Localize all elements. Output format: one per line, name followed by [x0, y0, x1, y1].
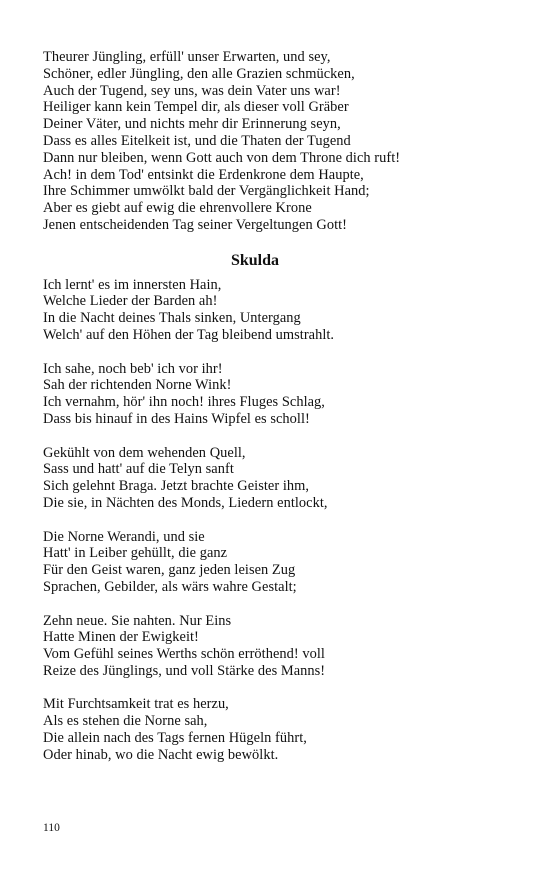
verse-line: Dass bis hinauf in des Hains Wipfel es scholl! — [43, 410, 310, 427]
verse-line: Hatte Minen der Ewigkeit! — [43, 629, 199, 646]
poem-stanza-2 — [43, 361, 513, 428]
verse-line: Ach! in dem Tod' entsinkt die Erdenkrone dem Haupte, — [43, 166, 364, 183]
verse-line: Ihre Schimmer umwölkt bald der Vergänglichkeit Hand; — [43, 183, 370, 200]
verse-line: Die sie, in Nächten des Monds, Liedern entlockt, — [43, 494, 328, 511]
verse-line: Ich lernt' es im innersten Hain, — [43, 276, 222, 293]
verse-line: Aber es giebt auf ewig die ehrenvollere Krone — [43, 200, 312, 217]
verse-line: Schöner, edler Jüngling, den alle Grazien schmücken, — [43, 65, 355, 82]
verse-line: Welch' auf den Höhen der Tag bleibend umstrahlt. — [43, 326, 335, 343]
verse-line: Ich vernahm, hör' ihn noch! ihres Fluges Schlag, — [43, 394, 325, 411]
verse-line: In die Nacht deines Thals sinken, Untergang — [43, 310, 301, 327]
verse-line: Sich gelehnt Braga. Jetzt brachte Geister ihm, — [43, 478, 310, 495]
poem-title: Skulda — [230, 251, 280, 269]
poem-stanza-3 — [43, 445, 513, 512]
verse-line: Sass und hatt' auf die Telyn sanft — [43, 461, 234, 478]
verse-line: Die allein nach des Tags fernen Hügeln führt, — [43, 730, 307, 747]
verse-line: Hatt' in Leiber gehüllt, die ganz — [43, 545, 228, 562]
verse-line: Jenen entscheidenden Tag seiner Vergeltungen Gott! — [43, 216, 348, 233]
intro-stanza — [43, 49, 513, 234]
verse-line: Heiliger kann kein Tempel dir, als dieser voll Gräber — [43, 99, 349, 116]
poem-stanza-1 — [43, 277, 513, 344]
poem-stanza-5 — [43, 613, 513, 680]
verse-line: Theurer Jüngling, erfüll' unser Erwarten, und sey, — [43, 49, 331, 65]
verse-line: Sprachen, Gebilder, als wärs wahre Gestalt; — [43, 578, 297, 595]
verse-line: Ich sahe, noch beb' ich vor ihr! — [43, 360, 223, 377]
page-text-block — [43, 49, 513, 780]
verse-line: Reize des Jünglings, und voll Stärke des Manns! — [43, 662, 326, 679]
verse-line: Als es stehen die Norne sah, — [43, 713, 208, 730]
poem-stanza-4 — [43, 529, 513, 596]
verse-line: Sah der richtenden Norne Wink! — [43, 377, 232, 394]
verse-line: Dass es alles Eitelkeit ist, und die Thaten der Tugend — [43, 132, 351, 149]
verse-line: Deiner Väter, und nichts mehr dir Erinnerung seyn, — [43, 116, 341, 133]
page-number: 110 — [43, 822, 60, 834]
verse-line: Dann nur bleiben, wenn Gott auch von dem Throne dich ruft! — [43, 149, 401, 166]
verse-line: Vom Gefühl seines Werths schön erröthend! voll — [43, 646, 325, 663]
verse-line: Oder hinab, wo die Nacht ewig bewölkt. — [43, 746, 279, 763]
verse-line: Auch der Tugend, sey uns, was dein Vater uns war! — [43, 82, 341, 99]
verse-line: Gekühlt von dem wehenden Quell, — [43, 444, 246, 461]
verse-line: Die Norne Werandi, und sie — [43, 528, 205, 545]
verse-line: Für den Geist waren, ganz jeden leisen Zug — [43, 562, 296, 579]
verse-line: Zehn neue. Sie nahten. Nur Eins — [43, 612, 232, 629]
poem-stanza-6 — [43, 696, 513, 763]
verse-line: Welche Lieder der Barden ah! — [43, 293, 218, 310]
verse-line: Mit Furchtsamkeit trat es herzu, — [43, 696, 229, 713]
